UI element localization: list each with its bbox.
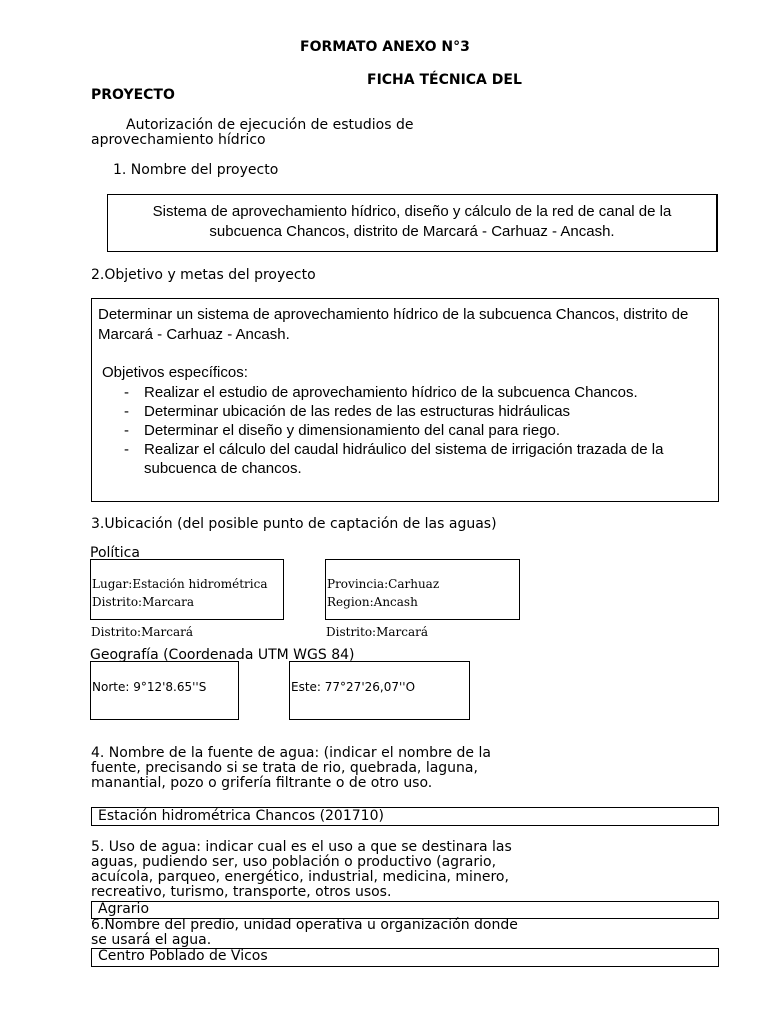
specific-objectives-list: [98, 383, 712, 459]
distrito-below-right: Distrito:Marcará: [326, 625, 429, 639]
project-name-box: [107, 194, 718, 252]
section5-line-2: aguas, pudiendo ser, uso población o productivo (agrario,: [91, 854, 497, 870]
section4-line-2: fuente, precisando si se trata de rio, quebrada, laguna,: [91, 760, 478, 776]
section5-line-4: recreativo, turismo, transporte, otros usos.: [91, 884, 392, 900]
document-title: FORMATO ANEXO N°3: [300, 39, 470, 55]
este-box: [289, 661, 470, 720]
specific-objectives-title: Objetivos específicos:: [102, 364, 248, 381]
water-source-box: [91, 807, 719, 826]
section6-line-2: se usará el agua.: [91, 932, 212, 948]
section6-line-1: 6.Nombre del predio, unidad operativa u organización donde: [91, 917, 518, 933]
norte-value: Norte: 9°12'8.65''S: [92, 680, 207, 694]
general-objective-line-2: Marcará - Carhuaz - Ancash.: [98, 326, 290, 343]
project-name-line-2: subcuenca Chancos, distrito de Marcará - Carhuaz - Ancash.: [209, 223, 615, 240]
provincia-text: Provincia:Carhuaz: [327, 577, 440, 591]
este-value: Este: 77°27'26,07''O: [291, 680, 416, 694]
distrito-below-left: Distrito:Marcará: [91, 625, 194, 639]
specific-objective-item: - Determinar el diseño y dimensionamiento del canal para riego.: [98, 421, 712, 440]
specific-objective-item: - Realizar el cálculo del caudal hidráulico del sistema de irrigación trazada de la: [98, 440, 712, 459]
objectives-box: [91, 298, 719, 502]
water-source-value: Estación hidrométrica Chancos (201710): [98, 808, 384, 824]
section4-line-3: manantial, pozo o grifería filtrante o de otro uso.: [91, 775, 433, 791]
document-subtitle-right: FICHA TÉCNICA DEL: [367, 72, 522, 88]
region-text: Region:Ancash: [327, 595, 418, 609]
location-box-left: [90, 559, 284, 620]
intro-line-1: Autorización de ejecución de estudios de: [126, 117, 414, 133]
location-box-right: [325, 559, 520, 620]
water-use-value: Agrario: [98, 901, 150, 917]
specific-objective-item: - Realizar el estudio de aprovechamiento hídrico de la subcuenca Chancos.: [98, 383, 712, 402]
general-objective-line-1: Determinar un sistema de aprovechamiento hídrico de la subcuenca Chancos, distrito de: [98, 306, 689, 323]
specific-objective-item: - Determinar ubicación de las redes de las estructuras hidráulicas: [98, 402, 712, 421]
politica-label: Política: [90, 545, 140, 561]
property-name-box: [91, 948, 719, 967]
section2-label: 2.Objetivo y metas del proyecto: [91, 267, 316, 283]
document-subtitle-left: PROYECTO: [91, 87, 175, 103]
section5-line-1: 5. Uso de agua: indicar cual es el uso a que se destinara las: [91, 839, 512, 855]
project-name-line-1: Sistema de aprovechamiento hídrico, diseño y cálculo de la red de canal de la: [152, 203, 672, 220]
intro-line-2: aprovechamiento hídrico: [91, 132, 266, 148]
distrito-text: Distrito:Marcara: [92, 595, 195, 609]
geografia-label: Geografía (Coordenada UTM WGS 84): [90, 647, 355, 663]
section5-line-3: acuícola, parqueo, energético, industrial, medicina, minero,: [91, 869, 509, 885]
specific-objective-continuation: subcuenca de chancos.: [144, 460, 302, 477]
norte-box: [90, 661, 239, 720]
section4-line-1: 4. Nombre de la fuente de agua: (indicar el nombre de la: [91, 745, 491, 761]
section3-label: 3.Ubicación (del posible punto de captación de las aguas): [91, 516, 497, 532]
lugar-text: Lugar:Estación hidrométrica: [92, 577, 268, 591]
property-name-value: Centro Poblado de Vicos: [98, 948, 268, 964]
section1-label: 1. Nombre del proyecto: [113, 162, 279, 178]
